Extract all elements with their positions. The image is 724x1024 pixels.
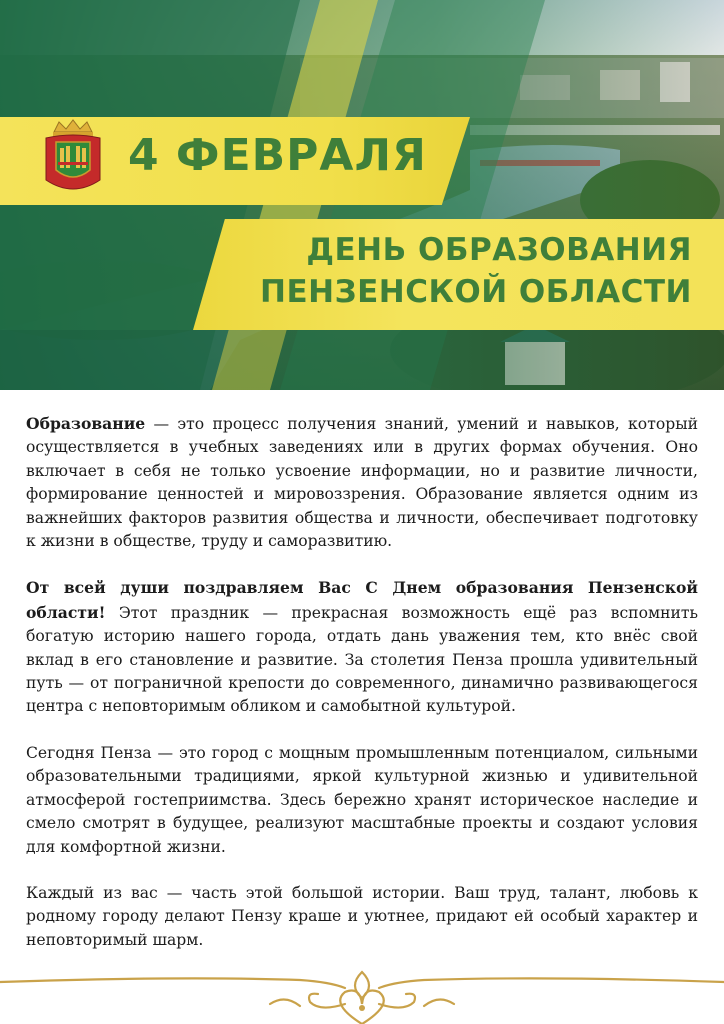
gold-flourish-ornament-icon [0,964,724,1024]
paragraph-definition [26,412,698,553]
paragraph-lead: От всей души поздравляем Вас С Днем образования Пензенской области! [26,578,698,622]
holiday-date: 4 ФЕВРАЛЯ [128,130,427,181]
header-banner [0,0,724,390]
paragraph-today: Сегодня Пенза — это город с мощным промышленным потенциалом, сильными образовательными традициями, яркой культурной жизнью и удивительной атмосферой гостеприимства. Здесь бережно хранят историческое наследие и смело смотрят в будущее, реализуют масштабные проекты и создают условия для комфортной жизни. [26,743,698,856]
paragraph-greeting [26,576,698,718]
paragraph-lead: Образование [26,414,146,433]
holiday-title-line-2: ПЕНЗЕНСКОЙ ОБЛАСТИ [260,274,692,310]
penza-region-coat-of-arms-icon [42,118,104,196]
paragraph-text: Этот праздник — прекрасная возможность ещё раз вспомнить богатую историю нашего города, отдать дань уважения тем, кто внёс свой вклад в его становление и развитие. За столетия Пенза прошла удивительный путь — от пограничной крепости до современного, динамично развивающегося центра с неповторимым обликом и самобытной культурой. [26,603,698,716]
paragraph-closing: Каждый из вас — часть этой большой истории. Ваш труд, талант, любовь к родному городу делают Пензу краше и уютнее, придают ей особый характер и неповторимый шарм. [26,883,698,949]
holiday-title-line-1: ДЕНЬ ОБРАЗОВАНИЯ [306,232,692,268]
article-body [26,412,698,975]
paragraph-text: — это процесс получения знаний, умений и навыков, который осуществляется в учебных заведениях или в других формах обучения. Оно включает в себя не только усвоение информации, но и развитие личности, формирование ценностей и мировоззрения. Образование является одним из важнейших факторов развития общества и личности, обеспечивает подготовку к жизни в обществе, труду и саморазвитию. [26,415,698,551]
